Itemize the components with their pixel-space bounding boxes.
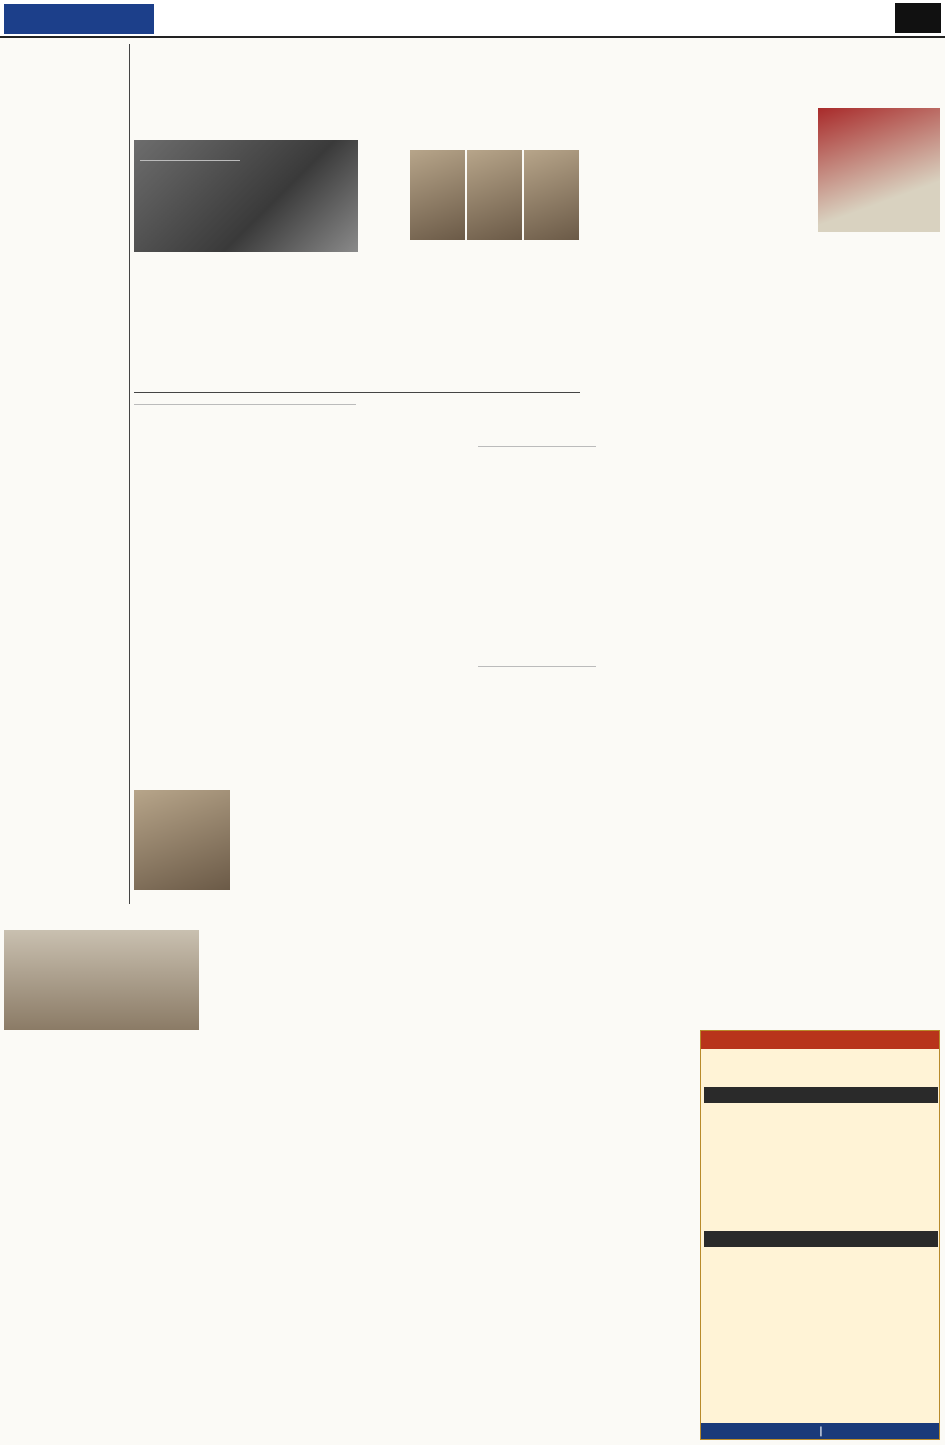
- gay-body: [478, 690, 708, 810]
- cooler-body: [236, 790, 356, 900]
- photo-recovered-bikes: [134, 140, 358, 252]
- photo-accused-3: [524, 150, 579, 240]
- section-rule: [134, 392, 580, 393]
- railway-intro: [704, 1061, 938, 1087]
- masthead: [0, 0, 945, 38]
- railway-footer: |: [701, 1423, 940, 1440]
- lead-body-4: [470, 258, 578, 390]
- gay-byline: [478, 664, 596, 667]
- honour-story: [204, 905, 354, 1115]
- eligibility-story: [590, 62, 690, 392]
- table1-title: [704, 1087, 938, 1103]
- ghee-byline: [478, 444, 596, 447]
- photo-accused-1: [410, 150, 465, 240]
- railway-title: [701, 1031, 940, 1049]
- table2-title: [704, 1231, 938, 1247]
- gay-side: [818, 650, 940, 730]
- notice-grid-top: [356, 830, 814, 1030]
- notice-grid-bottom: [4, 1118, 696, 1440]
- auto-protest-caption: [818, 236, 940, 396]
- railway-advertisement: [700, 1030, 940, 1440]
- lead-body-1: [134, 258, 242, 390]
- page-number: [895, 3, 941, 33]
- lead-byline-box: [140, 158, 240, 164]
- photo-water-cooler: [134, 790, 230, 890]
- lead-byline: [140, 158, 240, 161]
- lead-body-3: [358, 258, 466, 390]
- railway-subtitle: [701, 1049, 940, 1060]
- photo-accused-2: [467, 150, 522, 240]
- guna-body-2: [240, 478, 356, 710]
- auto-protest-body: [706, 140, 814, 395]
- ghee-byline-box: [478, 444, 596, 450]
- photo-grmc-students: [4, 930, 199, 1030]
- lead-body-2: [246, 258, 354, 390]
- guna-byline: [134, 402, 356, 405]
- gay-byline-box: [478, 664, 596, 670]
- encroachment-story: [362, 398, 474, 638]
- museum-story: [818, 398, 940, 643]
- column-rule: [129, 44, 130, 904]
- guna-body-3: [134, 712, 356, 752]
- left-column: [4, 44, 126, 1009]
- photo-auto-protest: [818, 108, 940, 232]
- newspaper-logo: [4, 4, 154, 34]
- ghee-body: [478, 474, 596, 624]
- grmc-body: [4, 1034, 199, 1114]
- lead-kicker-box: [134, 44, 206, 134]
